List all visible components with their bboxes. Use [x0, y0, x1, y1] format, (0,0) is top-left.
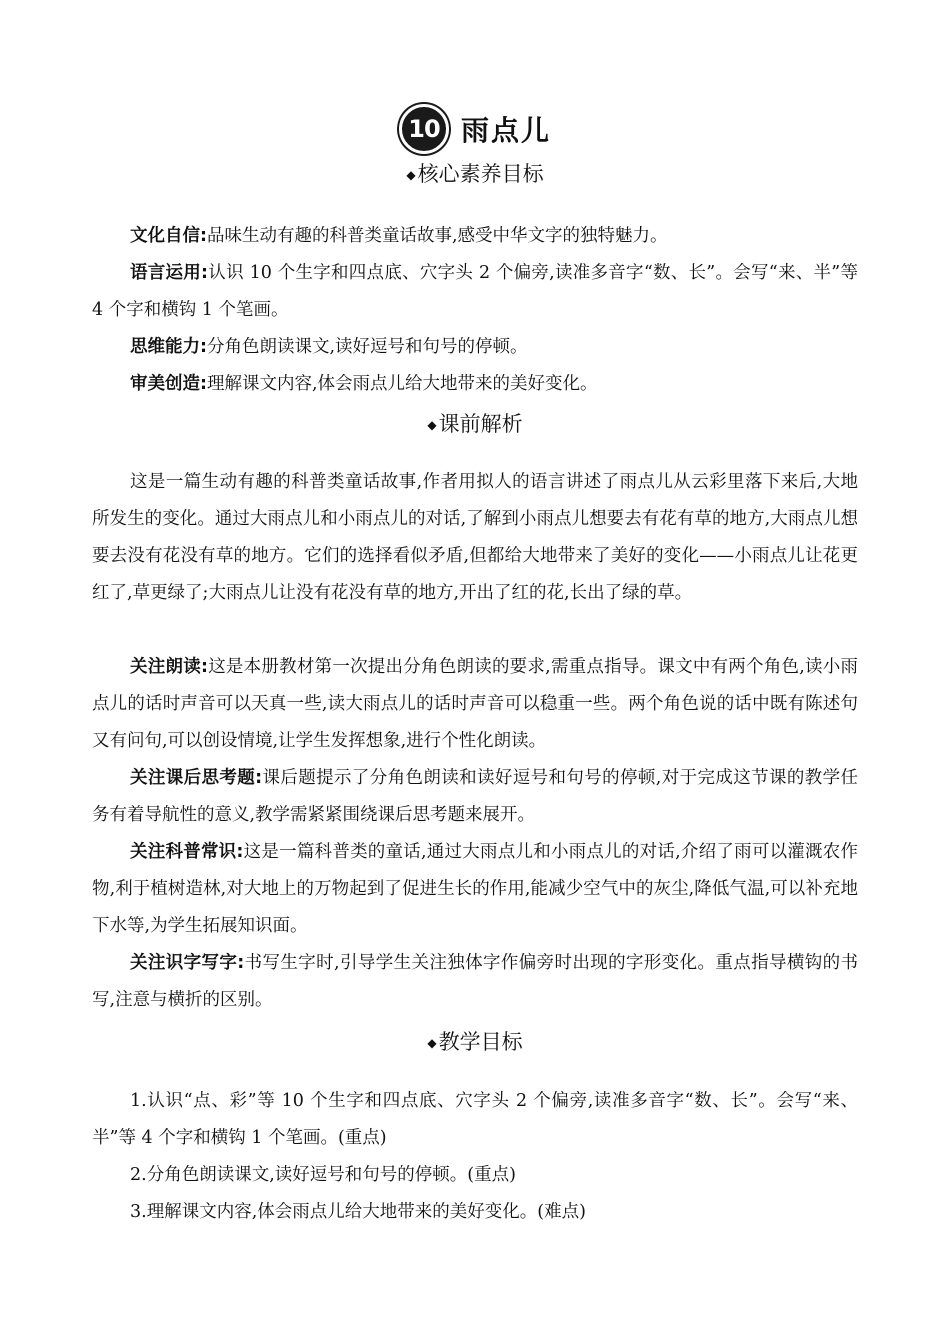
analysis-label: 关注朗读: [130, 657, 208, 677]
analysis-text: 课后题提示了分角色朗读和读好逗号和句号的停顿,对于完成这节课的教学任务有着导航性的意义,教学需紧紧围绕课后思考题来展开。 [92, 768, 859, 825]
analysis-label: 关注科普常识: [130, 842, 244, 862]
core-goal-label: 语言运用: [130, 263, 209, 283]
analysis-questions [92, 760, 858, 834]
teaching-goal-2: 2.分角色朗读课文,读好逗号和句号的停顿。(重点) [130, 1165, 516, 1185]
diamond-bullet-icon: ◆ [427, 418, 437, 432]
core-goal-label: 思维能力: [130, 337, 207, 357]
analysis-label: 关注课后思考题: [130, 768, 263, 788]
core-goal-language [92, 255, 858, 329]
core-goal-text: 品味生动有趣的科普类童话故事,感受中华文字的独特魅力。 [207, 226, 668, 246]
core-goal-aesthetic [92, 366, 858, 403]
lesson-header [0, 104, 950, 154]
diamond-bullet-icon: ◆ [427, 1036, 437, 1050]
analysis-text: 这是本册教材第一次提出分角色朗读的要求,需重点指导。课文中有两个角色,读小雨点儿的话时声音可以天真一些,读大雨点儿的话时声音可以稳重一些。两个角色说的话中既有陈述句又有问句,可以创设情境,让学生发挥想象,进行个性化朗读。 [92, 657, 859, 751]
analysis-intro: 这是一篇生动有趣的科普类童话故事,作者用拟人的语言讲述了雨点儿从云彩里落下来后,大地所发生的变化。通过大雨点儿和小雨点儿的对话,了解到小雨点儿想要去有花有草的地方,大雨点儿想要去没有花没有草的地方。它们的选择看似矛盾,但都给大地带来了美好的变化——小雨点儿让花更红了,草更绿了;大雨点儿让没有花没有草的地方,开出了红的花,长出了绿的草。 [92, 472, 858, 603]
section-heading-analysis-text: 课前解析 [438, 412, 523, 436]
analysis-text: 书写生字时,引导学生关注独体字作偏旁时出现的字形变化。重点指导横钩的书写,注意与横折的区别。 [92, 953, 859, 1010]
analysis-writing [92, 945, 858, 1019]
teaching-goal-3: 3.理解课文内容,体会雨点儿给大地带来的美好变化。(难点) [130, 1202, 586, 1222]
analysis-text: 这是一篇科普类的童话,通过大雨点儿和小雨点儿的对话,介绍了雨可以灌溉农作物,利于植树造林,对大地上的万物起到了促进生长的作用,能减少空气中的灰尘,降低气温,可以补充地下水等,为学生拓展知识面。 [92, 842, 859, 936]
core-goal-label: 文化自信: [130, 226, 207, 246]
core-goal-culture [92, 218, 858, 255]
core-goal-text: 理解课文内容,体会雨点儿给大地带来的美好变化。 [207, 374, 598, 394]
section-heading-core-text: 核心素养目标 [417, 162, 544, 186]
diamond-bullet-icon: ◆ [406, 168, 416, 182]
section-heading-goals [0, 1026, 950, 1056]
section-heading-core [0, 158, 950, 188]
lesson-number-badge: 10 [399, 104, 449, 154]
lesson-title: 雨点儿 [460, 114, 551, 147]
section-heading-analysis [0, 408, 950, 438]
core-goal-label: 审美创造: [130, 374, 207, 394]
core-goal-text: 分角色朗读课文,读好逗号和句号的停顿。 [207, 337, 528, 357]
teaching-goal-1: 1.认识“点、彩”等 10 个生字和四点底、穴字头 2 个偏旁,读准多音字“数、长”。会写“来、半”等 4 个字和横钩 1 个笔画。(重点) [92, 1091, 858, 1148]
analysis-label: 关注识字写字: [130, 953, 245, 973]
analysis-science [92, 834, 858, 945]
analysis-reading [92, 649, 858, 760]
core-goal-thinking [92, 329, 858, 366]
section-heading-goals-text: 教学目标 [438, 1030, 523, 1054]
core-goal-text: 认识 10 个生字和四点底、穴字头 2 个偏旁,读准多音字“数、长”。会写“来、半”等 4 个字和横钩 1 个笔画。 [92, 263, 859, 320]
